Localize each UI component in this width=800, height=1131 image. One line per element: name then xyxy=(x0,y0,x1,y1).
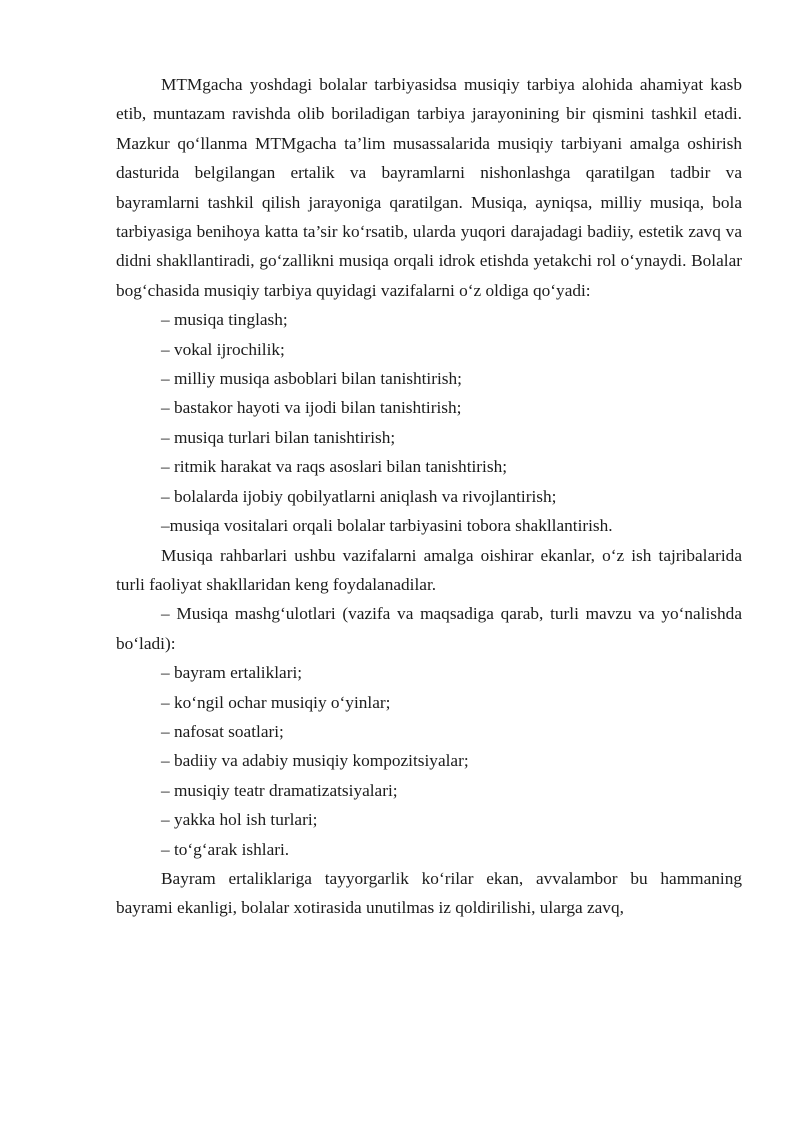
document-body xyxy=(116,70,742,923)
tasks-list-item: – ritmik harakat va raqs asoslari bilan tanishtirish; xyxy=(161,457,508,477)
tasks-list-item: –musiqa vositalari orqali bolalar tarbiyasini tobora shakllantirish. xyxy=(161,516,613,536)
activities-list-item: – ko‘ngil ochar musiqiy o‘yinlar; xyxy=(161,692,391,712)
preparation-paragraph: Bayram ertaliklariga tayyorgarlik ko‘rilar ekan, avvalambor bu hammaning bayrami ekanligi, bolalar xotirasida unutilmas iz qoldirilishi, ularga zavq, xyxy=(116,868,742,918)
activities-list-item: – yakka hol ish turlari; xyxy=(161,810,318,830)
tasks-list-item: – musiqa tinglash; xyxy=(161,310,288,330)
activities-list-item: – musiqiy teatr dramatizatsiyalari; xyxy=(161,780,398,800)
tasks-list-item: – musiqa turlari bilan tanishtirish; xyxy=(161,427,396,447)
leaders-paragraph: Musiqa rahbarlari ushbu vazifalarni amalga oishirar ekanlar, o‘z ish tajribalarida turli faoliyat shakllaridan keng foydalanadilar. xyxy=(116,545,742,594)
tasks-list-item: – bastakor hayoti va ijodi bilan tanishtirish; xyxy=(161,398,462,418)
activities-list-item: – to‘g‘arak ishlari. xyxy=(161,839,290,859)
tasks-list-item: – milliy musiqa asboblari bilan tanishtirish; xyxy=(161,369,462,389)
lessons-paragraph: – Musiqa mashg‘ulotlari (vazifa va maqsadiga qarab, turli mavzu va yo‘nalishda bo‘ladi): xyxy=(116,604,742,653)
activities-list-item: – nafosat soatlari; xyxy=(161,721,284,741)
tasks-list-item: – bolalarda ijobiy qobilyatlarni aniqlash va rivojlantirish; xyxy=(161,486,557,506)
activities-list-item: – bayram ertaliklari; xyxy=(161,663,303,683)
tasks-list-item: – vokal ijrochilik; xyxy=(161,339,285,359)
activities-list-item: – badiiy va adabiy musiqiy kompozitsiyalar; xyxy=(161,751,469,771)
intro-paragraph: MTMgacha yoshdagi bolalar tarbiyasidsa musiqiy tarbiya alohida ahamiyat kasb etib, muntazam ravishda olib boriladigan tarbiya jarayonining bir qismini tashkil etadi. Mazkur qo‘llanma MTMgacha ta’lim musassalarida musiqiy tarbiyani amalga oshirish dasturida belgilangan ertalik va bayramlarni nishonlashga qaratilgan tadbir va bayramlarni tashkil qilish jarayoniga qaratilgan. Musiqa, ayniqsa, milliy musiqa, bola tarbiyasiga benihoya katta ta’sir ko‘rsatib, ularda yuqori darajadagi badiiy, estetik zavq va didni shakllantiradi, go‘zallikni musiqa orqali idrok etishda yetakchi rol o‘ynaydi. Bolalar bog‘chasida musiqiy tarbiya quyidagi vazifalarni o‘z oldiga qo‘yadi: xyxy=(116,75,742,300)
